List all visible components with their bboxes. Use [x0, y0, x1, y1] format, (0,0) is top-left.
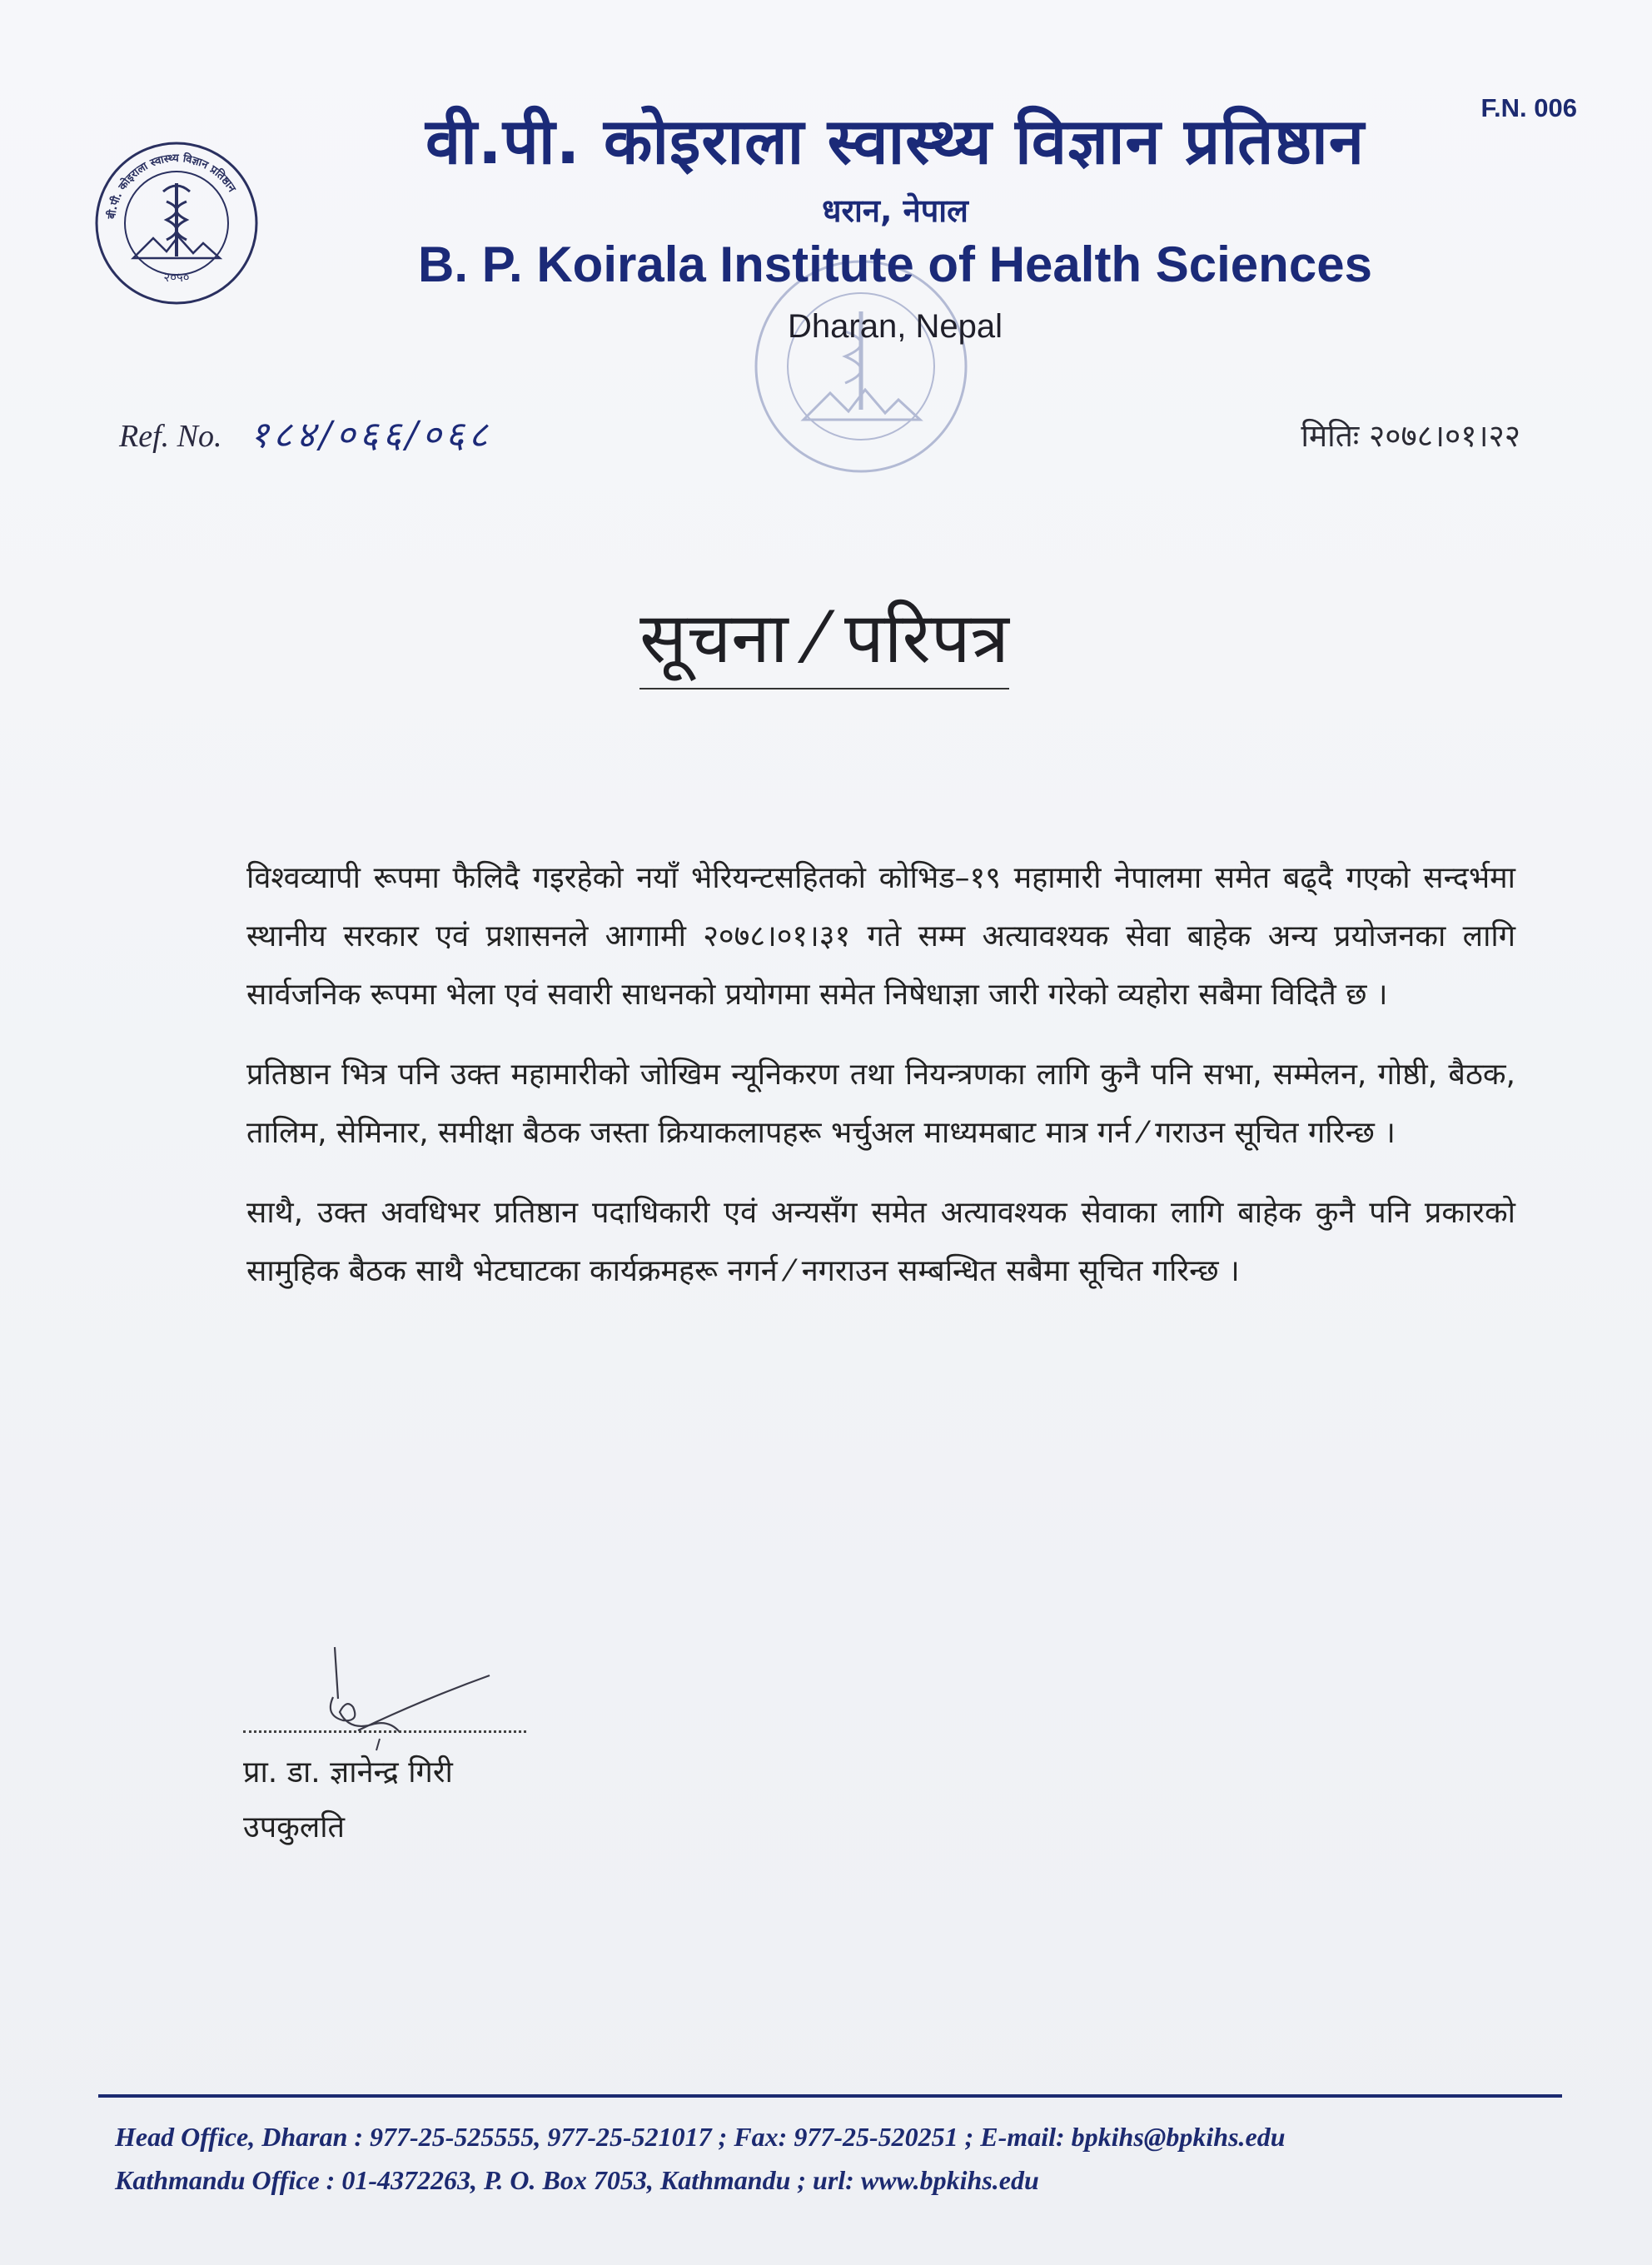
institute-logo	[93, 140, 260, 306]
signatory-title: उपकुलति	[243, 1810, 346, 1844]
signatory-name: प्रा. डा. ज्ञानेन्द्र गिरी	[243, 1755, 453, 1790]
body-paragraph: विश्वव्यापी रूपमा फैलिदै गइरहेको नयाँ भेरियन्टसहितको कोभिड–१९ महामारी नेपालमा समेत बढ्दै गएको सन्दर्भमा स्थानीय सरकार एवं प्रशासनले आगामी २०७८।०१।३१ गते सम्म अत्यावश्यक सेवा बाहेक अन्य प्रयोजनका लागि सार्वजनिक रूपमा भेला एवं सवारी साधनको प्रयोगमा समेत निषेधाज्ञा जारी गरेको व्यहोरा सबैमा विदितै छ ।	[246, 861, 1515, 1012]
signature	[300, 1640, 500, 1757]
body-paragraph: साथै, उक्त अवधिभर प्रतिष्ठान पदाधिकारी एवं अन्यसँग समेत अत्यावश्यक सेवाका लागि बाहेक कुनै पनि प्रकारको सामुहिक बैठक साथै भेटघाटका कार्यक्रमहरू नगर्न ⁄ नगराउन सम्बन्धित सबैमा सूचित गरिन्छ ।	[246, 1196, 1515, 1288]
svg-text:२०५०: २०५०	[163, 270, 190, 285]
institute-name-english: B. P. Koirala Institute of Health Sciences	[418, 236, 1372, 292]
notice-heading	[466, 587, 1182, 689]
signature-line	[243, 1730, 526, 1733]
institute-location-english: Dharan, Nepal	[788, 308, 1003, 345]
footer-divider	[98, 2094, 1562, 2098]
footer-head-office: Head Office, Dharan : 977-25-525555, 977-25-521017 ; Fax: 977-25-520251 ; E-mail: bpkihs@bpkihs.edu	[115, 2122, 1286, 2152]
body-paragraph: प्रतिष्ठान भित्र पनि उक्त महामारीको जोखिम न्यूनिकरण तथा नियन्त्रणका लागि कुनै पनि सभा, सम्मेलन, गोष्ठी, बैठक, तालिम, सेमिनार, समीक्षा बैठक जस्ता क्रियाकलापहरू भर्चुअल माध्यमबाट मात्र गर्न ⁄ गराउन सूचित गरिन्छ ।	[246, 1058, 1515, 1150]
reference-number: १८४/०६६/०६८	[250, 414, 492, 456]
form-number: F.N. 006	[1480, 93, 1577, 122]
institute-name-nepali: वी.पी. कोइराला स्वास्थ्य विज्ञान प्रतिष्ठान	[425, 104, 1366, 178]
notice-body	[246, 849, 1515, 1322]
reference-label: Ref. No.	[119, 419, 222, 454]
svg-text:बी.पी. कोइराला स्वास्थ्य विज्ञ: बी.पी. कोइराला स्वास्थ्य विज्ञान प्रतिष्ठान	[106, 152, 238, 220]
notice-heading-text: सूचना ⁄ परिपत्र	[639, 587, 1009, 689]
institute-location-nepali: धरान, नेपाल	[822, 192, 968, 229]
footer-kathmandu-office: Kathmandu Office : 01-4372263, P. O. Box 7053, Kathmandu ; url: www.bpkihs.edu	[115, 2165, 1039, 2195]
letter-date: मितिः २०७८।०१।२२	[1301, 418, 1520, 454]
